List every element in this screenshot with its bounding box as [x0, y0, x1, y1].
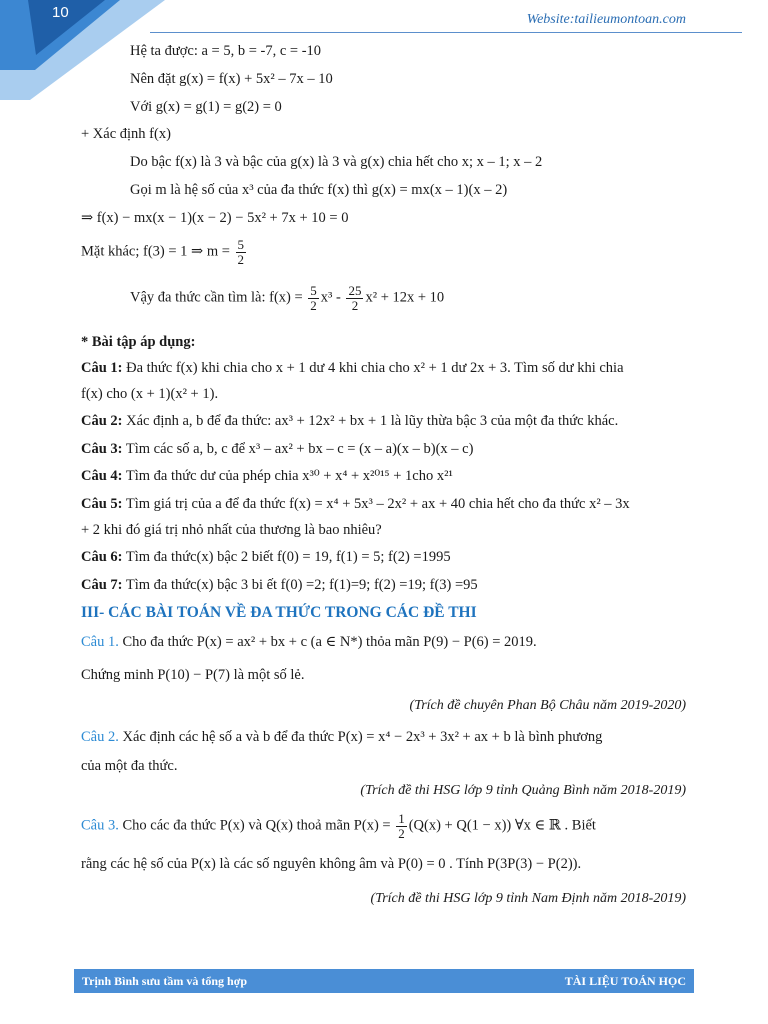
header-rule	[150, 32, 742, 33]
text-line: Gọi m là hệ số của x³ của đa thức f(x) thì g(x) = mx(x – 1)(x – 2)	[130, 182, 508, 198]
text-line: Chứng minh P(10) − P(7) là một số lẻ.	[81, 667, 305, 683]
item-text: Tìm đa thức dư của phép chia x³⁰ + x⁴ + x²⁰¹⁵ + 1cho x²¹	[122, 468, 453, 484]
fraction-numerator: 25	[348, 283, 362, 298]
exercise-heading: * Bài tập áp dụng:	[81, 334, 196, 350]
section-heading: III- CÁC BÀI TOÁN VỀ ĐA THỨC TRONG CÁC ĐỀ THI	[81, 604, 477, 621]
problem-label: Câu 1.	[81, 634, 119, 650]
exercise-item	[81, 413, 618, 430]
exercise-item	[81, 441, 473, 458]
item-text: Xác định a, b để đa thức: ax³ + 12x² + bx + 1 là lũy thừa bậc 3 của một đa thức khác.	[122, 413, 619, 429]
problem-text: Cho các đa thức P(x) và Q(x) thoả mãn P(x) =	[118, 817, 395, 834]
item-text: Đa thức f(x) khi chia cho x + 1 dư 4 khi chia cho x² + 1 dư 2x + 3. Tìm số dư khi chia	[122, 360, 624, 376]
source-note: (Trích đề thi HSG lớp 9 tỉnh Nam Định năm 2018-2019)	[370, 891, 686, 906]
text-span: x³ -	[320, 289, 345, 306]
fraction-denominator: 2	[237, 251, 245, 267]
fraction	[236, 238, 247, 266]
formula-line	[130, 284, 444, 312]
problem-text: Xác định các hệ số a và b để đa thức P(x) = x⁴ − 2x³ + 3x² + ax + b là bình phương	[118, 729, 603, 745]
exercise-item	[81, 577, 478, 594]
footer-author: Trịnh Bình sưu tầm và tổng hợp	[82, 974, 248, 988]
text-span: x² + 12x + 10	[365, 289, 445, 306]
fraction-denominator: 2	[310, 297, 317, 313]
text-line: Với g(x) = g(1) = g(2) = 0	[130, 99, 282, 115]
problem-text: (Q(x) + Q(1 − x)) ∀x ∈ ℝ . Biết	[408, 817, 596, 834]
text-span: Vậy đa thức cần tìm là: f(x) =	[130, 289, 307, 306]
text-line: Nên đặt g(x) = f(x) + 5x² – 7x – 10	[130, 71, 333, 87]
item-text: Tìm đa thức(x) bậc 3 bi ết f(0) =2; f(1)=9; f(2) =19; f(3) =95	[122, 577, 478, 593]
item-label: Câu 4:	[81, 468, 123, 484]
exercise-item	[81, 549, 451, 566]
exercise-item	[81, 496, 630, 513]
item-label: Câu 3:	[81, 441, 123, 457]
fraction-numerator: 5	[310, 283, 317, 298]
text-line: + Xác định f(x)	[81, 126, 171, 142]
fraction-denominator: 2	[398, 825, 405, 841]
text-line: rằng các hệ số của P(x) là các số nguyên không âm và P(0) = 0 . Tính P(3P(3) − P(2)).	[81, 856, 582, 872]
page-number: 10	[52, 4, 69, 21]
text-line: + 2 khi đó giá trị nhỏ nhất của thương là bao nhiêu?	[81, 522, 382, 538]
problem-text: Cho đa thức P(x) = ax² + bx + c (a ∈ N*) thỏa mãn P(9) − P(6) = 2019.	[118, 634, 537, 650]
footer-bar	[74, 969, 694, 993]
text-line: Do bậc f(x) là 3 và bậc của g(x) là 3 và g(x) chia hết cho x; x – 1; x – 2	[130, 154, 543, 170]
text-line: ⇒ f(x) − mx(x − 1)(x − 2) − 5x² + 7x + 10 = 0	[81, 210, 349, 226]
problem-item	[81, 812, 596, 840]
text-line: Hệ ta được: a = 5, b = -7, c = -10	[130, 43, 322, 59]
website-label: Website:tailieumontoan.com	[526, 12, 686, 27]
text-line: f(x) cho (x + 1)(x² + 1).	[81, 386, 219, 402]
problem-label: Câu 3.	[81, 817, 119, 834]
item-text: Tìm đa thức(x) bậc 2 biết f(0) = 19, f(1) = 5; f(2) =1995	[122, 549, 451, 565]
problem-item	[81, 729, 602, 746]
text-span: Mặt khác; f(3) = 1 ⇒ m =	[81, 243, 234, 260]
exercise-item	[81, 360, 624, 377]
problem-label: Câu 2.	[81, 729, 119, 745]
source-note: (Trích đề chuyên Phan Bộ Châu năm 2019-2020)	[409, 698, 686, 713]
item-label: Câu 7:	[81, 577, 123, 593]
exercise-item	[81, 468, 453, 485]
fraction	[346, 284, 363, 312]
source-note: (Trích đề thi HSG lớp 9 tỉnh Quảng Bình năm 2018-2019)	[360, 783, 686, 798]
fraction	[396, 812, 407, 840]
fraction-numerator: 1	[398, 811, 405, 826]
item-label: Câu 2:	[81, 413, 123, 429]
fraction-numerator: 5	[237, 237, 245, 252]
item-label: Câu 6:	[81, 549, 123, 565]
item-label: Câu 1:	[81, 360, 123, 376]
footer-brand: TÀI LIỆU TOÁN HỌC	[564, 974, 686, 988]
text-line: của một đa thức.	[81, 758, 178, 774]
formula-line	[81, 238, 248, 266]
item-text: Tìm các số a, b, c để x³ – ax² + bx – c = (x – a)(x – b)(x – c)	[122, 441, 474, 457]
item-label: Câu 5:	[81, 496, 123, 512]
problem-item	[81, 634, 537, 651]
item-text: Tìm giá trị của a để đa thức f(x) = x⁴ + 5x³ – 2x² + ax + 40 chia hết cho đa thức x² – 3x	[122, 496, 630, 512]
fraction	[308, 284, 319, 312]
fraction-denominator: 2	[351, 297, 359, 313]
